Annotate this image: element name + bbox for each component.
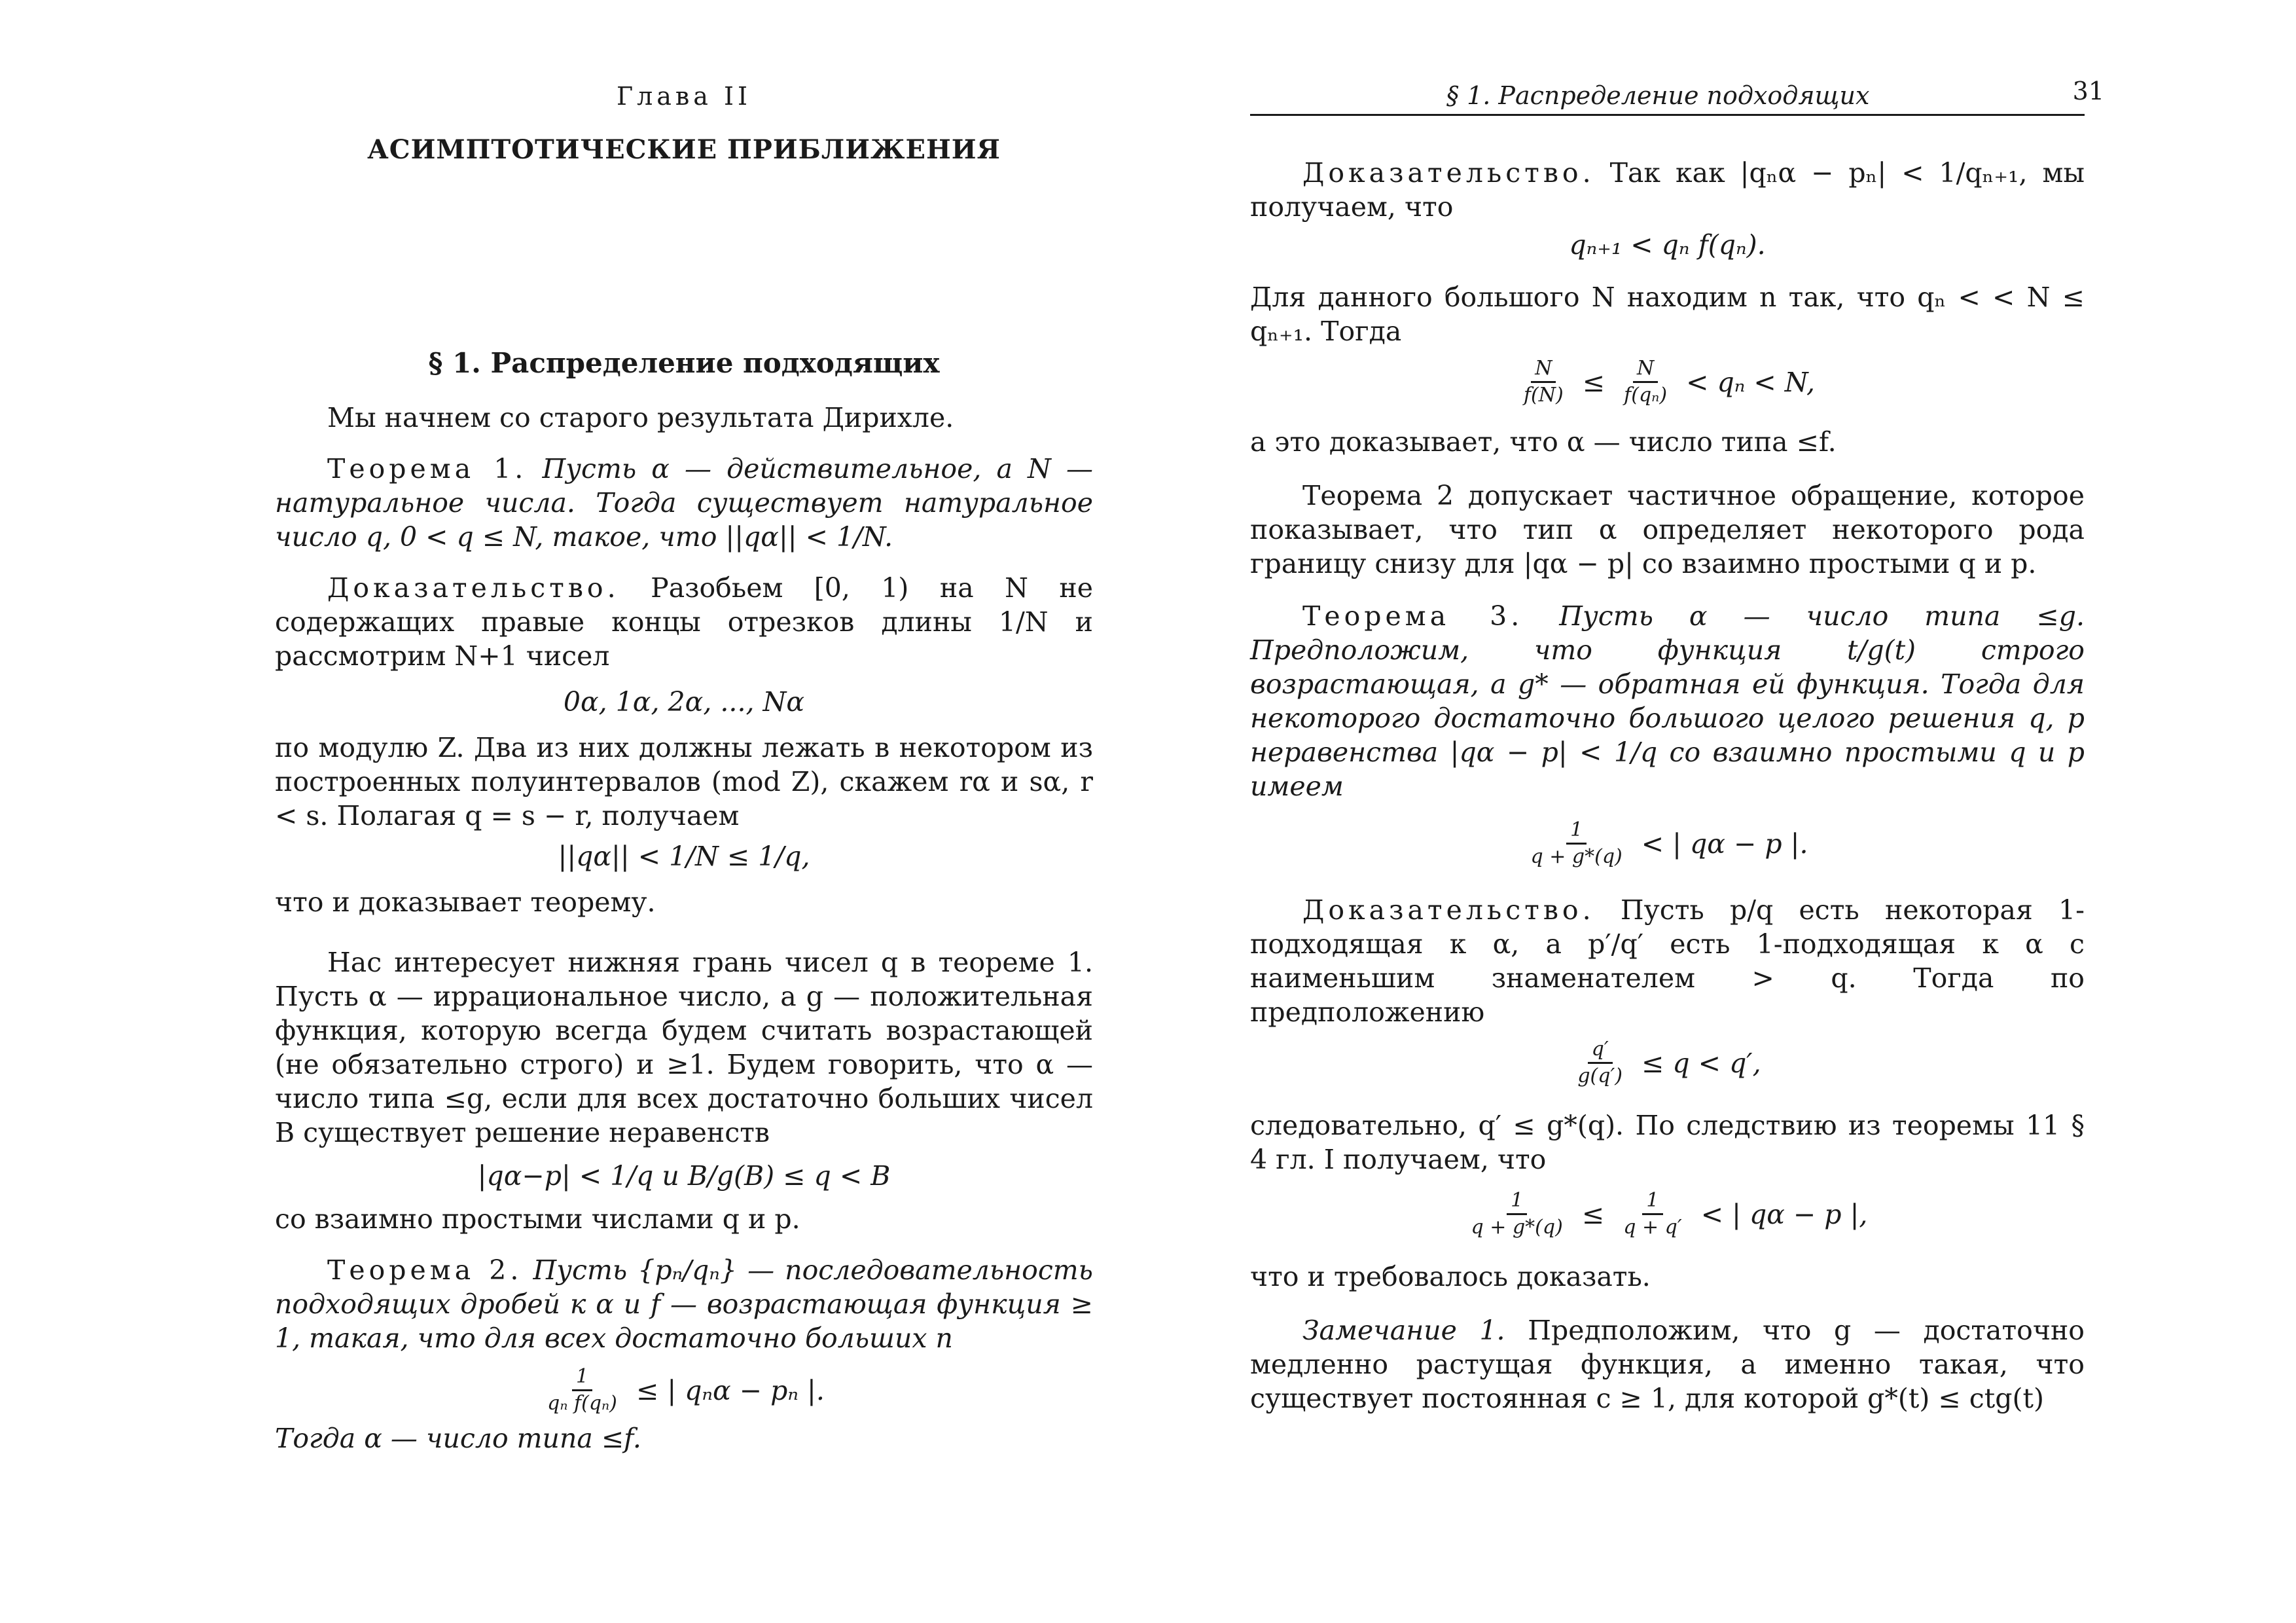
theorem-2-text: Пусть {pₙ/qₙ} — последовательность подходящих дробей к α и f — возрастающая функция ≥ 1, такая, что для всех достаточно больших n — [275, 1254, 1093, 1354]
paragraph-coprime: со взаимно простыми числами q и p. — [275, 1203, 800, 1235]
theorem-2-rhs: ≤ | qₙα − pₙ |. — [636, 1374, 825, 1406]
fraction-numerator: N — [1633, 356, 1658, 383]
formula-operator: ≤ — [1581, 1198, 1605, 1230]
paragraph-interest: Нас интересует нижняя грань чисел q в теореме 1. Пусть α — иррациональное число, а g — положительная функция, которую всегда будем считать возрастающей (не обязательно строго) и ≥1. Будем говорить, что α — число типа ≤g, если для всех достаточно больших чисел B существует решение неравенств — [275, 947, 1093, 1148]
fraction-numerator: N — [1531, 356, 1556, 383]
proof-3-formula — [1250, 1037, 2085, 1089]
intro-paragraph: Мы начнем со старого результата Дирихле. — [327, 402, 954, 433]
proof-1-text: Разобьем [0, 1) на N не содержащих правые концы отрезков длины 1/N и рассмотрим N+1 чисел — [275, 572, 1093, 672]
theorem-3-label: Теорема 3. — [1302, 600, 1524, 632]
theorem-2-conclusion: Тогда α — число типа ≤f. — [275, 1423, 641, 1454]
fraction-numerator: 1 — [572, 1364, 592, 1391]
theorem-1-label: Теорема 1. — [327, 453, 528, 484]
paragraph-consequence: следовательно, q′ ≤ g*(q). По следствию из теоремы 11 § 4 гл. I получаем, что — [1250, 1110, 2085, 1175]
theorem-1-text: Пусть α — действительное, а N — натуральное числа. Тогда существует натуральное число q, 0 < q ≤ N, такое, что ||qα|| < 1/N. — [275, 453, 1093, 553]
fraction-denominator: f(qₙ) — [1624, 384, 1668, 407]
chapter-title: АСИМПТОТИЧЕСКИЕ ПРИБЛИЖЕНИЯ — [367, 134, 1001, 165]
paragraph-N: Для данного большого N находим n так, что qₙ < < N ≤ qₙ₊₁. Тогда — [1250, 282, 2085, 347]
fraction-numerator: 1 — [1566, 818, 1587, 845]
paragraph-qed: что и требовалось доказать. — [1250, 1261, 1651, 1292]
consequence-rhs: < | qα − p |, — [1700, 1198, 1868, 1230]
fraction-numerator: 1 — [1642, 1188, 1662, 1215]
chapter-label: Глава II — [616, 82, 752, 111]
proof-1 — [275, 571, 1093, 673]
fraction-denominator: q + q′ — [1623, 1216, 1682, 1239]
formula-sequence: 0α, 1α, 2α, ..., Nα — [563, 686, 805, 718]
theorem-2-formula — [275, 1364, 1093, 1416]
right-page — [1250, 0, 2085, 1623]
left-page — [275, 0, 1093, 1623]
proof-2 — [1250, 156, 2085, 224]
fraction-denominator: q + g*(q) — [1471, 1216, 1563, 1239]
page-number: 31 — [2072, 77, 2104, 105]
theorem-3-fraction — [1527, 818, 1626, 869]
paragraph-type: а это доказывает, что α — число типа ≤f. — [1250, 426, 1837, 458]
fraction-denominator: f(N) — [1523, 384, 1564, 407]
proof-2-text: Так как |qₙα − pₙ| < 1/qₙ₊₁, мы получаем, что — [1250, 157, 2085, 223]
fraction-numerator: q′ — [1588, 1037, 1613, 1064]
proof-3 — [1250, 893, 2085, 1029]
paragraph-theorem-2-remark: Теорема 2 допускает частичное обращение, которое показывает, что тип α определяет некоторого рода границу снизу для |qα − p| со взаимно простыми q и p. — [1250, 480, 2085, 579]
proof-3-rhs: ≤ q < q′, — [1641, 1047, 1761, 1079]
fraction-denominator: q + g*(q) — [1530, 845, 1623, 868]
consequence-fraction-1 — [1467, 1188, 1567, 1240]
running-title: § 1. Распределение подходящих — [1446, 81, 1870, 110]
proof-1-continued: по модулю Z. Два из них должны лежать в некотором из построенных полуинтервалов (mod Z), скажем rα и sα, r < s. Полагая q = s − r, получаем — [275, 732, 1093, 831]
theorem-1 — [275, 452, 1093, 554]
remark-1 — [1250, 1313, 2085, 1415]
consequence-formula — [1250, 1188, 2085, 1240]
consequence-fraction-2 — [1619, 1188, 1685, 1240]
theorem-3-text: Пусть α — число типа ≤g. Предположим, что функция t/g(t) строго возрастающая, а g* — обратная ей функция. Тогда для некоторого достаточно большого целого решения q, p неравенства |qα − p| < 1/q со взаимно простыми q и p имеем — [1250, 600, 2085, 802]
formula-fN-rhs: < qₙ < N, — [1686, 366, 1816, 398]
formula-q: qₙ₊₁ < qₙ f(qₙ). — [1569, 229, 1766, 261]
theorem-3-formula — [1250, 818, 2085, 869]
formula-fN — [1250, 356, 2085, 408]
fraction-N-fN — [1520, 356, 1568, 408]
proof-1-end: что и доказывает теорему. — [275, 886, 656, 918]
section-title: § 1. Распределение подходящих — [428, 347, 940, 379]
remark-1-text: Предположим, что g — достаточно медленно растущая функция, а именно такая, что существует постоянная c ≥ 1, для которой g*(t) ≤ ctg(t) — [1250, 1315, 2085, 1414]
theorem-3 — [1250, 599, 2085, 803]
formula-operator: ≤ — [1582, 366, 1605, 398]
proof-2-label: Доказательство. — [1302, 157, 1595, 189]
fraction-denominator: g(q′) — [1577, 1065, 1623, 1087]
formula-inequality: ||qα|| < 1/N ≤ 1/q, — [558, 841, 810, 872]
theorem-3-rhs: < | qα − p |. — [1641, 828, 1808, 860]
fraction-numerator: 1 — [1507, 1188, 1527, 1215]
theorem-2 — [275, 1253, 1093, 1355]
theorem-2-fraction — [543, 1364, 621, 1416]
proof-3-fraction — [1573, 1037, 1626, 1089]
remark-1-label: Замечание 1. — [1302, 1315, 1505, 1346]
proof-3-label: Доказательство. — [1302, 894, 1595, 926]
formula-B: |qα−p| < 1/q и B/g(B) ≤ q < B — [477, 1160, 891, 1192]
fraction-N-fqn — [1620, 356, 1671, 408]
theorem-2-label: Теорема 2. — [327, 1254, 523, 1286]
fraction-denominator: qₙ f(qₙ) — [547, 1392, 617, 1415]
proof-1-label: Доказательство. — [327, 572, 620, 604]
proof-3-text: Пусть p/q есть некоторая 1-подходящая к α, а p′/q′ есть 1-подходящая к α с наименьшим знаменателем > q. Тогда по предположению — [1250, 894, 2085, 1028]
